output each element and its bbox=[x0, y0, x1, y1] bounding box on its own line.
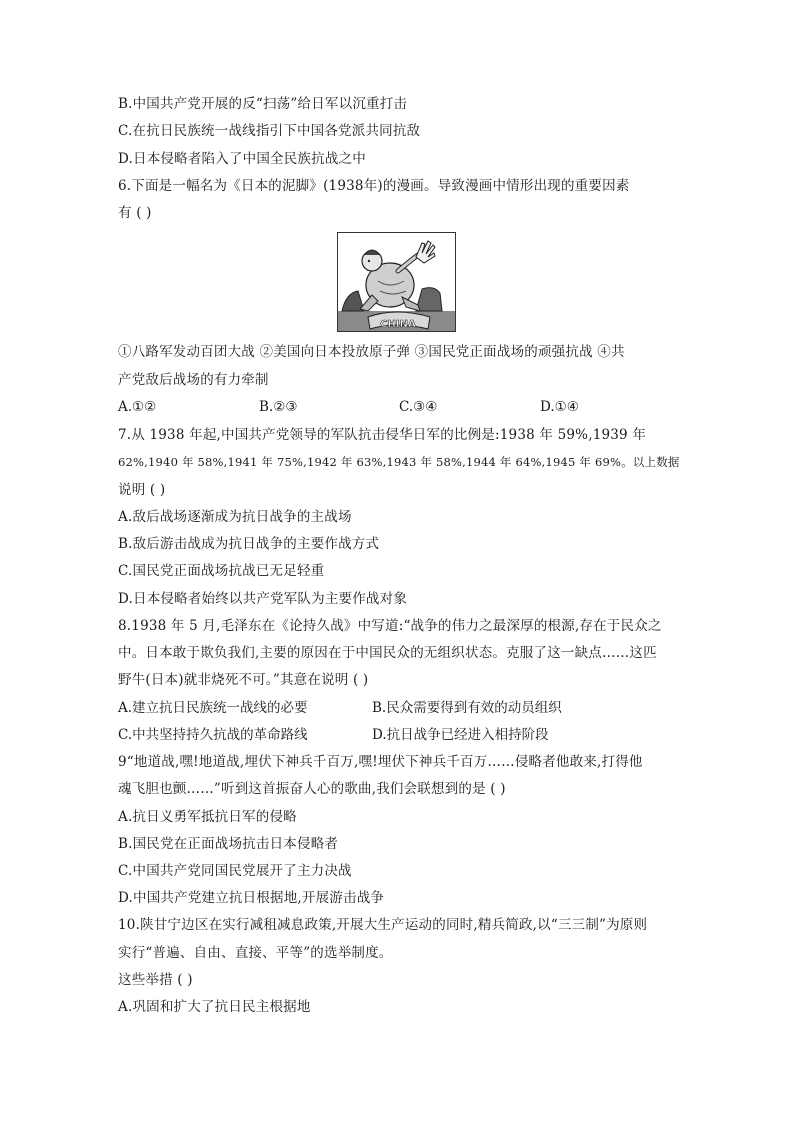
q7-stem-line3: 说明 ( ) bbox=[118, 482, 166, 498]
q8-option-a: A.建立抗日民族统一战线的必要 bbox=[118, 700, 308, 716]
q10-stem-line3: 这些举措 ( ) bbox=[118, 972, 193, 988]
q6-items-line1: ①八路军发动百团大战 ②美国向日本投放原子弹 ③国民党正面战场的顽强抗战 ④共 bbox=[118, 344, 625, 360]
cartoon-soldier-hand bbox=[416, 241, 435, 263]
q5-option-d: D.日本侵略者陷入了中国全民族抗战之中 bbox=[118, 151, 366, 167]
cartoon-image bbox=[337, 232, 456, 332]
q6-stem-line2: 有 ( ) bbox=[118, 205, 152, 221]
q6-option-c: C.③④ bbox=[399, 399, 438, 415]
q5-option-c: C.在抗日民族统一战线指引下中国各党派共同抗敌 bbox=[118, 123, 421, 139]
q7-option-a: A.敌后战场逐渐成为抗日战争的主战场 bbox=[118, 509, 352, 525]
q7-stem-line1: 7.从 1938 年起,中国共产党领导的军队抗击侵华日军的比例是:1938 年 59%,1939 年 bbox=[118, 427, 647, 443]
q6-option-a: A.①② bbox=[118, 399, 157, 415]
q6-option-b: B.②③ bbox=[259, 399, 298, 415]
q9-stem-line1: 9“地道战,嘿!地道战,埋伏下神兵千百万,嘿!埋伏下神兵千百万……侵略者他敢来,打得他 bbox=[118, 754, 643, 770]
cartoon-banner-text: CHINA bbox=[380, 319, 416, 330]
cartoon-soldier-eye bbox=[368, 260, 370, 262]
q10-stem-line1: 10.陕甘宁边区在实行减租减息政策,开展大生产运动的同时,精兵简政,以“三三制”为原则 bbox=[118, 917, 648, 933]
q8-stem-line3: 野牛(日本)就非烧死不可。”其意在说明 ( ) bbox=[118, 672, 369, 688]
q10-option-a: A.巩固和扩大了抗日民主根据地 bbox=[118, 999, 311, 1015]
q8-option-b: B.民众需要得到有效的动员组织 bbox=[372, 700, 562, 716]
q8-option-d: D.抗日战争已经进入相持阶段 bbox=[372, 727, 549, 743]
q9-stem-line2: 魂飞胆也颤……”听到这首振奋人心的歌曲,我们会联想到的是 ( ) bbox=[118, 781, 506, 797]
q5-option-b: B.中国共产党开展的反“扫荡”给日军以沉重打击 bbox=[118, 96, 408, 112]
q6-items-line2: 产党敌后战场的有力牵制 bbox=[118, 372, 269, 388]
cartoon-soldier-cap bbox=[364, 250, 380, 255]
cartoon-mud-right bbox=[416, 288, 442, 311]
cartoon-drawing bbox=[338, 233, 455, 331]
q8-stem-line1: 8.1938 年 5 月,毛泽东在《论持久战》中写道:“战争的伟力之最深厚的根源,存在于民众之 bbox=[118, 618, 662, 634]
cartoon-soldier-arm-fill bbox=[398, 255, 418, 271]
q9-option-a: A.抗日义勇军抵抗日军的侵略 bbox=[118, 809, 297, 825]
q7-option-b: B.敌后游击战成为抗日战争的主要作战方式 bbox=[118, 536, 380, 552]
q7-option-c: C.国民党正面战场抗战已无足轻重 bbox=[118, 563, 325, 579]
q9-option-b: B.国民党在正面战场抗击日本侵略者 bbox=[118, 836, 339, 852]
q6-option-d: D.①④ bbox=[540, 399, 579, 415]
q8-stem-line2: 中。日本敢于欺负我们,主要的原因在于中国民众的无组织状态。克服了这一缺点……这匹 bbox=[118, 645, 657, 661]
q10-stem-line2: 实行“普遍、自由、直接、平等”的选举制度。 bbox=[118, 945, 393, 961]
q7-option-d: D.日本侵略者始终以共产党军队为主要作战对象 bbox=[118, 591, 408, 607]
cartoon-soldier-leg-right bbox=[402, 297, 420, 311]
q6-stem-line1: 6.下面是一幅名为《日本的泥脚》(1938年)的漫画。导致漫画中情形出现的重要因素 bbox=[118, 178, 630, 194]
q9-option-c: C.中国共产党同国民党展开了主力决战 bbox=[118, 863, 352, 879]
q8-option-c: C.中共坚持持久抗战的革命路线 bbox=[118, 727, 308, 743]
q9-option-d: D.中国共产党建立抗日根据地,开展游击战争 bbox=[118, 890, 385, 906]
q7-stem-line2: 62%,1940 年 58%,1941 年 75%,1942 年 63%,1943 年 58%,1944 年 64%,1945 年 69%。以上数据 bbox=[118, 455, 680, 469]
